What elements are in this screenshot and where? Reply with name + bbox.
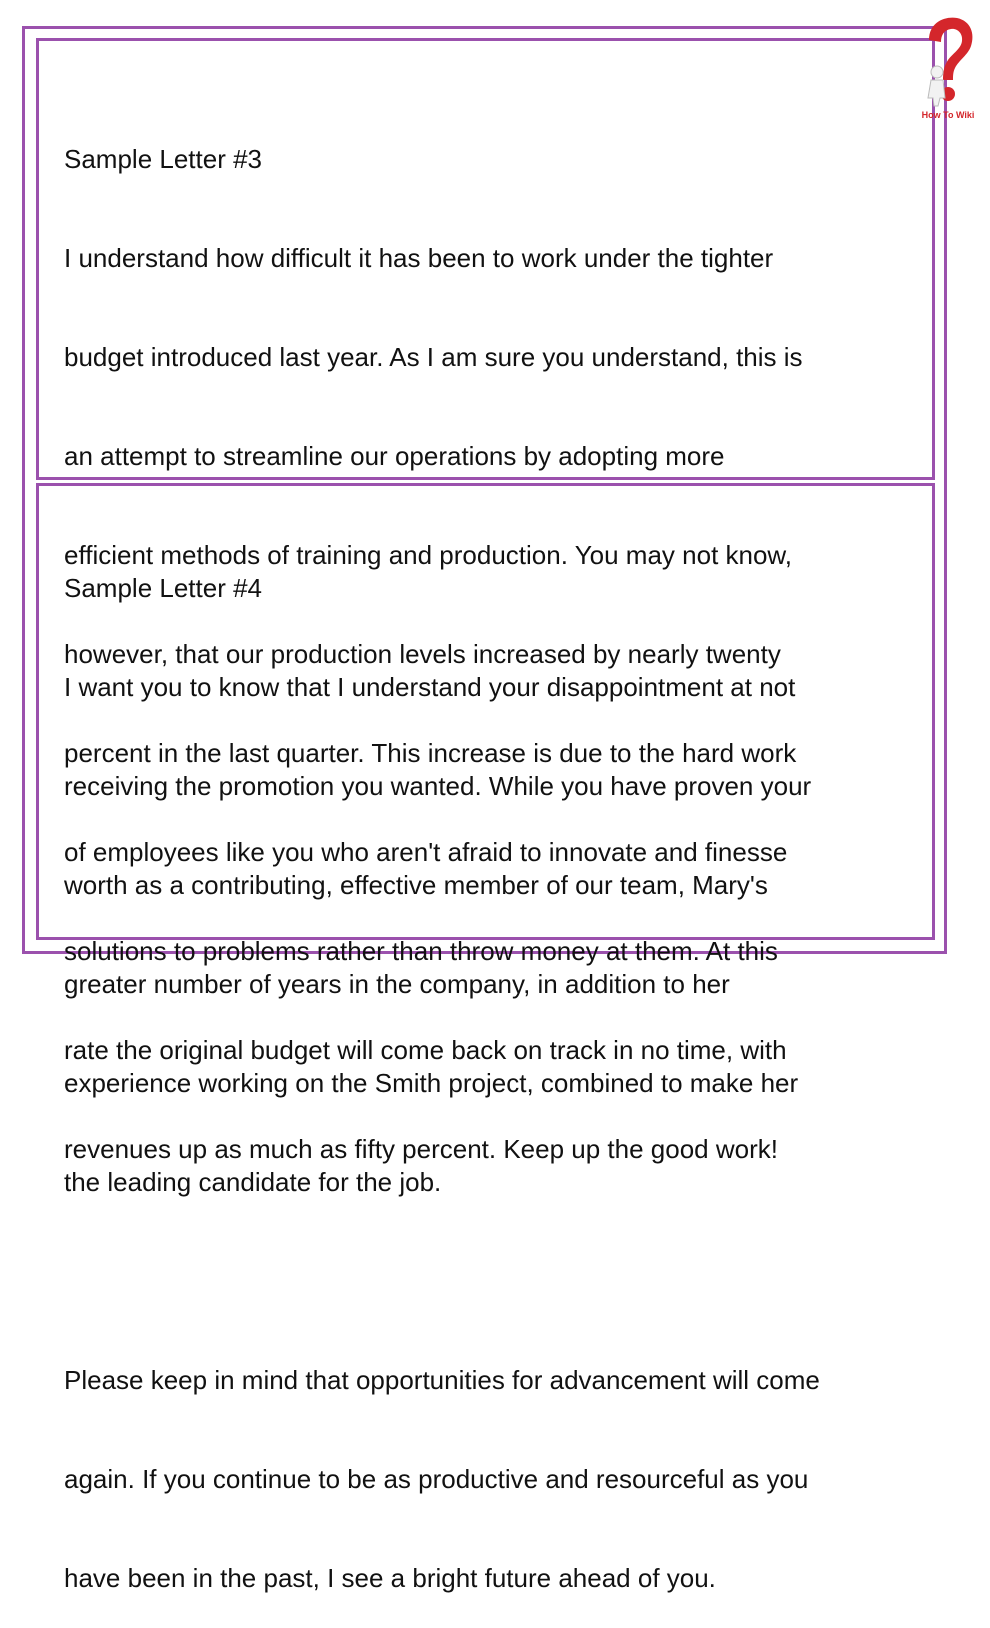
logo-label: How To Wiki — [921, 110, 975, 120]
letter-line: greater number of years in the company, in addition to her — [64, 969, 730, 999]
sample-letter-4 — [64, 506, 820, 1628]
letter-line: rate the original budget will come back on track in no time, with — [64, 1035, 787, 1065]
letter-line: worth as a contributing, effective member of our team, Mary's — [64, 870, 768, 900]
letter-line: experience working on the Smith project, combined to make her — [64, 1068, 799, 1098]
letter-line: receiving the promotion you wanted. While you have proven your — [64, 771, 812, 801]
letter-line: the leading candidate for the job. — [64, 1167, 442, 1197]
letter-line: again. If you continue to be as productive and resourceful as you — [64, 1464, 809, 1494]
letter-line: budget introduced last year. As I am sure you understand, this is — [64, 342, 803, 372]
letter-title: Sample Letter #4 — [64, 573, 263, 603]
letter-line: an attempt to streamline our operations by adopting more — [64, 441, 725, 471]
letter-line: however, that our production levels increased by nearly twenty — [64, 639, 781, 669]
letter-line: percent in the last quarter. This increase is due to the hard work — [64, 738, 797, 768]
letter-line: revenues up as much as fifty percent. Keep up the good work! — [64, 1134, 778, 1164]
letter-line: solutions to problems rather than throw money at them. At this — [64, 936, 778, 966]
letter-line: efficient methods of training and production. You may not know, — [64, 540, 792, 570]
how-to-wiki-logo — [915, 14, 981, 122]
question-mark-figure-icon — [915, 14, 981, 114]
letter-title: Sample Letter #3 — [64, 144, 263, 174]
letter-line: Please keep in mind that opportunities for advancement will come — [64, 1365, 820, 1395]
letter-line: I want you to know that I understand your disappointment at not — [64, 672, 796, 702]
letter-line: have been in the past, I see a bright future ahead of you. — [64, 1563, 716, 1593]
letter-line: I understand how difficult it has been to work under the tighter — [64, 243, 774, 273]
letter-blank-line — [64, 1265, 820, 1298]
letter-line: of employees like you who aren't afraid to innovate and finesse — [64, 837, 788, 867]
